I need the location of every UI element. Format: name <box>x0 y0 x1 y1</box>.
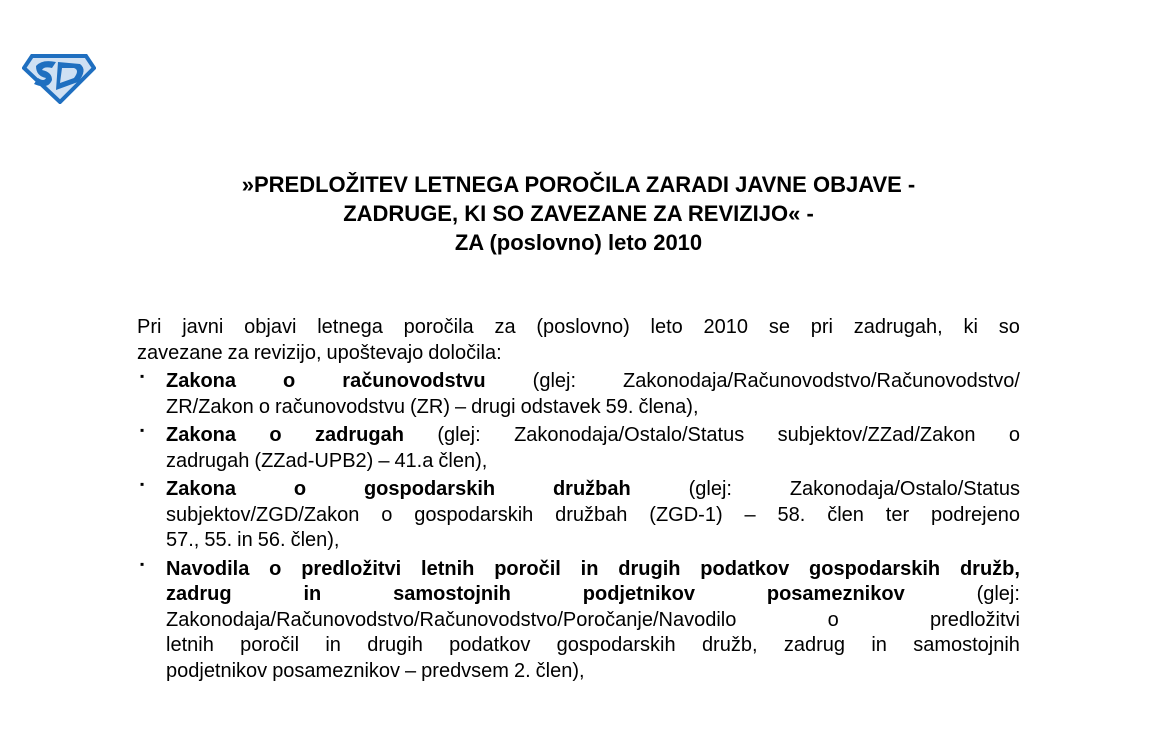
word: ZR/Zakon <box>166 395 254 418</box>
word: – <box>378 449 390 472</box>
word: računovodstvu <box>274 395 406 418</box>
word: samostojnih <box>913 634 1020 656</box>
text-line <box>166 423 1020 449</box>
logo <box>22 50 96 104</box>
word: ter <box>885 503 910 526</box>
text-line <box>166 557 1020 583</box>
title-line: ZA (poslovno) leto 2010 <box>454 230 703 255</box>
word: poročila <box>403 316 474 338</box>
word: so <box>998 316 1020 338</box>
text-line <box>137 315 1020 341</box>
text-line <box>166 528 1020 554</box>
bold-word: o <box>283 370 296 392</box>
word: družb, <box>701 634 758 656</box>
text-line <box>137 341 1020 367</box>
word: drugih <box>367 634 423 656</box>
word: zadrug <box>783 634 845 656</box>
text-line <box>166 608 1020 634</box>
text-line <box>166 395 1020 421</box>
paragraph <box>137 315 1020 366</box>
word: (ZR) <box>410 395 450 418</box>
word: (glej: <box>688 478 732 500</box>
bold-word: družb, <box>959 557 1020 580</box>
word: določila: <box>428 341 502 364</box>
bullet-item <box>137 423 1020 474</box>
word: gospodarskih <box>414 503 534 526</box>
word: o <box>381 503 393 526</box>
word: za <box>227 341 249 364</box>
word: odstavek <box>520 395 601 418</box>
bullet-icon: ▪ <box>140 477 145 491</box>
word: poročil <box>240 634 300 656</box>
word: (glej: <box>532 370 577 392</box>
word: in <box>871 634 887 656</box>
word: Zakonodaja/Računovodstvo/Računovodstvo/Poročanje/Navodilo <box>166 608 737 631</box>
word: predložitvi <box>929 608 1020 631</box>
word: – <box>744 503 756 526</box>
bold-word: gospodarskih <box>809 557 941 580</box>
word: Pri <box>137 316 162 338</box>
word: o <box>1008 424 1020 446</box>
bold-word: o <box>269 424 282 446</box>
word: člen), <box>535 659 585 682</box>
word: leto <box>650 316 683 338</box>
word: objavi <box>244 316 297 338</box>
bold-word: letnih <box>421 557 475 580</box>
word: in <box>237 529 253 551</box>
bold-word: samostojnih <box>393 583 511 605</box>
word: pri <box>810 316 833 338</box>
title-line: ZADRUGE, KI SO ZAVEZANE ZA REVIZIJO« - <box>343 201 814 226</box>
word: zadrugah <box>166 449 250 472</box>
word: gospodarskih <box>556 634 676 656</box>
document-body <box>137 315 1020 684</box>
word: 58. <box>777 503 806 526</box>
word: letnega <box>317 316 383 338</box>
bold-word: zadrugah <box>315 424 404 446</box>
word: člen), <box>290 529 340 551</box>
word: se <box>768 316 790 338</box>
text-line <box>166 633 1020 659</box>
word: 59. <box>605 395 634 418</box>
word: o <box>258 395 270 418</box>
word: člena), <box>638 395 699 418</box>
word: (glej: <box>976 583 1020 605</box>
word: podatkov <box>449 634 531 656</box>
bullet-item <box>137 369 1020 420</box>
bold-word: o <box>269 557 282 580</box>
word: o <box>827 608 839 631</box>
word: subjektov/ZGD/Zakon <box>166 503 360 526</box>
word: 55. <box>204 529 233 551</box>
word: (glej: <box>437 424 481 446</box>
word: Zakonodaja/Računovodstvo/Računovodstvo/ <box>623 370 1020 392</box>
bold-word: in <box>580 557 599 580</box>
bold-word: Zakona <box>166 424 237 446</box>
word: 56. <box>257 529 286 551</box>
word: 41.a <box>394 449 434 472</box>
bold-word: drugih <box>618 557 681 580</box>
word: člen <box>827 503 864 526</box>
text-line <box>166 477 1020 503</box>
document-title <box>0 170 1157 257</box>
word: subjektov/ZZad/Zakon <box>777 424 976 446</box>
word: revizijo, <box>253 341 322 364</box>
text-line <box>166 659 1020 685</box>
word: (poslovno) <box>536 316 630 338</box>
bold-word: Navodila <box>166 557 250 580</box>
word: ki <box>963 316 978 338</box>
word: javni <box>182 316 224 338</box>
word: (ZZad-UPB2) <box>254 449 374 472</box>
word: za <box>494 316 516 338</box>
text-line <box>166 369 1020 395</box>
bold-word: gospodarskih <box>363 478 496 500</box>
word: – <box>405 659 417 682</box>
bold-word: in <box>303 583 322 605</box>
bullet-icon: ▪ <box>140 423 145 437</box>
text-line <box>166 582 1020 608</box>
title-line: »PREDLOŽITEV LETNEGA POROČILA ZARADI JAVNE OBJAVE - <box>241 172 916 197</box>
word: člen), <box>438 449 488 472</box>
word: Zakonodaja/Ostalo/Status <box>514 424 745 446</box>
word: in <box>325 634 341 656</box>
word: (ZGD-1) <box>649 503 723 526</box>
bold-word: Zakona <box>166 478 237 500</box>
text-line <box>166 449 1020 475</box>
bold-word: Zakona <box>166 370 237 392</box>
word: letnih <box>166 634 214 656</box>
bold-word: poročil <box>494 557 561 580</box>
bullet-item <box>137 557 1020 685</box>
word: zadrugah, <box>853 316 943 338</box>
word: upoštevajo <box>326 341 424 364</box>
bold-word: podjetnikov <box>582 583 695 605</box>
word: posameznikov <box>272 659 401 682</box>
word: 57., <box>166 529 200 551</box>
bullet-item <box>137 477 1020 554</box>
word: – <box>455 395 467 418</box>
bold-word: zadrug <box>166 583 232 605</box>
word: drugi <box>471 395 516 418</box>
bold-word: družbah <box>552 478 631 500</box>
word: Zakonodaja/Ostalo/Status <box>789 478 1020 500</box>
word: zavezane <box>137 341 223 364</box>
word: 2. <box>513 659 531 682</box>
bold-word: predložitvi <box>301 557 402 580</box>
word: podjetnikov <box>166 659 268 682</box>
bold-word: podatkov <box>700 557 790 580</box>
word: družbah <box>555 503 628 526</box>
bold-word: posameznikov <box>766 583 905 605</box>
bullet-icon: ▪ <box>140 556 145 571</box>
text-line <box>166 503 1020 529</box>
word: 2010 <box>703 316 749 338</box>
word: podrejeno <box>930 503 1020 526</box>
bullet-icon: ▪ <box>140 369 145 383</box>
bold-word: o <box>293 478 307 500</box>
bold-word: računovodstvu <box>342 370 486 392</box>
word: predvsem <box>421 659 509 682</box>
